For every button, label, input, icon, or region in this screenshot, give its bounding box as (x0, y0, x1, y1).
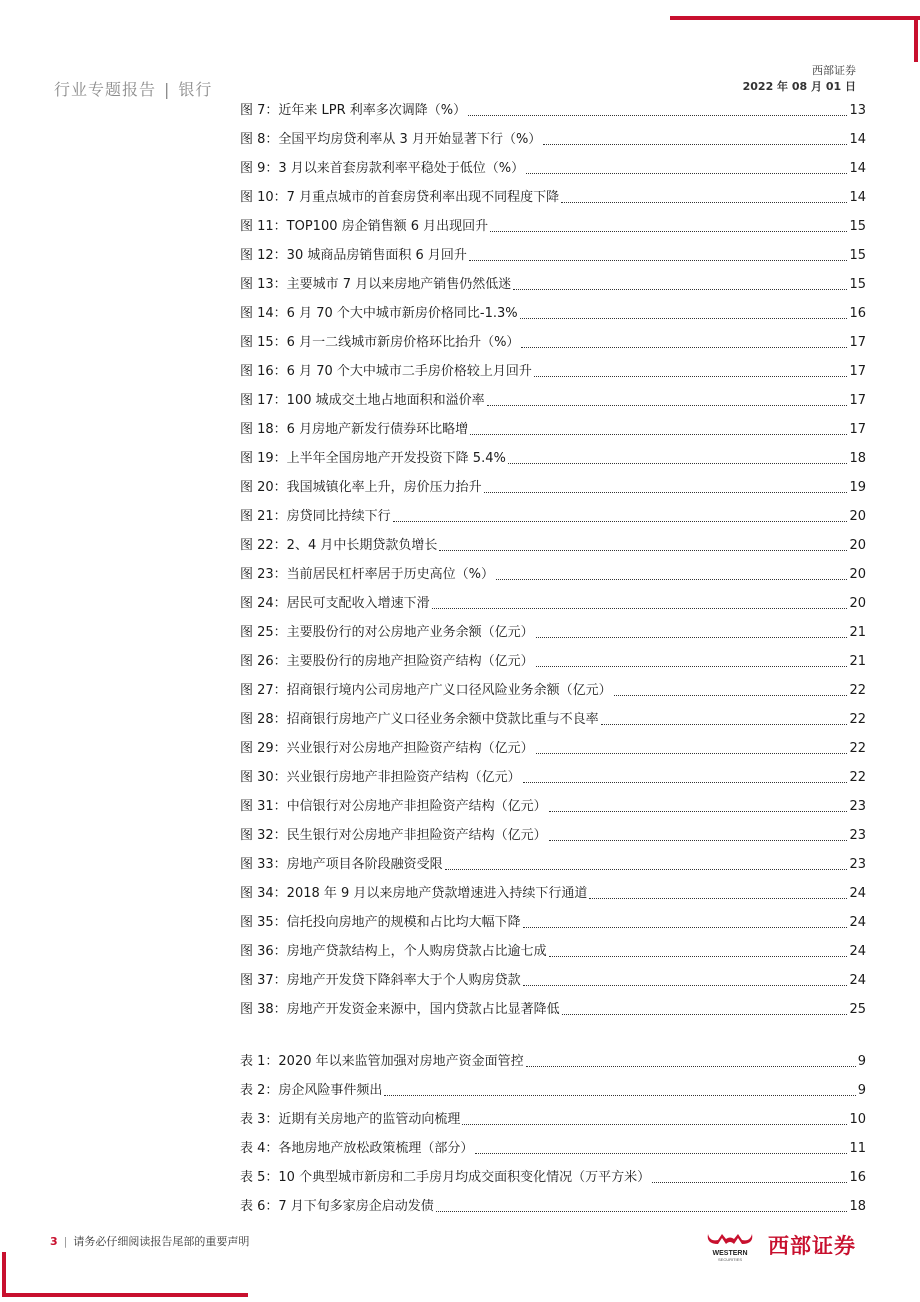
figure-toc-entry[interactable] (240, 304, 866, 324)
table-toc-entry[interactable] (240, 1168, 866, 1188)
toc-leader-dots (536, 752, 848, 754)
toc-entry-label: 图 12：30 城商品房销售面积 6 月回升 (240, 248, 467, 263)
toc-entry-label: 图 20：我国城镇化率上升，房价压力抬升 (240, 480, 482, 495)
toc-entry-page: 20 (849, 538, 866, 553)
toc-entry-page: 17 (849, 422, 866, 437)
top-decor-bar-horizontal (670, 16, 920, 20)
figure-toc-entry[interactable] (240, 826, 866, 846)
toc-entry-label: 图 36：房地产贷款结构上，个人购房贷款占比逾七成 (240, 944, 547, 959)
toc-entry-label: 图 27：招商银行境内公司房地产广义口径风险业务余额（亿元） (240, 683, 612, 698)
figure-toc-entry[interactable] (240, 217, 866, 237)
toc-entry-page: 17 (849, 335, 866, 350)
toc-leader-dots (549, 839, 848, 841)
logo-english: WESTERN (712, 1250, 748, 1257)
figure-toc-entry[interactable] (240, 797, 866, 817)
logo-english-sub: SECURITIES (717, 1257, 743, 1262)
toc-entry-page: 20 (849, 567, 866, 582)
toc-leader-dots (601, 723, 848, 725)
toc-entry-label: 图 7：近年来 LPR 利率多次调降（%） (240, 103, 467, 118)
toc-entry-label: 图 11：TOP100 房企销售额 6 月出现回升 (240, 219, 489, 234)
toc-leader-dots (589, 897, 847, 899)
toc-leader-dots (536, 665, 848, 667)
figure-toc-entry[interactable] (240, 130, 866, 150)
toc-entry-label: 图 31：中信银行对公房地产非担险资产结构（亿元） (240, 799, 547, 814)
figure-toc-entry[interactable] (240, 449, 866, 469)
toc-leader-dots (439, 549, 847, 551)
toc-entry-page: 14 (849, 132, 866, 147)
toc-entry-label: 表 6：7 月下旬多家房企启动发债 (240, 1199, 434, 1214)
toc-entry-page: 9 (857, 1083, 866, 1098)
table-toc-entry[interactable] (240, 1052, 866, 1072)
figure-toc-entry[interactable] (240, 942, 866, 962)
toc-leader-dots (614, 694, 848, 696)
footer (50, 1233, 249, 1249)
toc-leader-dots (526, 1065, 856, 1067)
table-toc-entry[interactable] (240, 1081, 866, 1101)
footer-separator: | (63, 1235, 68, 1248)
figure-toc-entry[interactable] (240, 681, 866, 701)
table-toc-entry[interactable] (240, 1139, 866, 1159)
figure-toc-entry[interactable] (240, 594, 866, 614)
toc-entry-page: 15 (849, 248, 866, 263)
toc-leader-dots (484, 491, 848, 493)
toc-leader-dots (487, 404, 848, 406)
figure-toc-entry[interactable] (240, 884, 866, 904)
toc-entry-page: 16 (849, 306, 866, 321)
toc-leader-dots (513, 288, 847, 290)
toc-entry-label: 图 22：2、4 月中长期贷款负增长 (240, 538, 438, 553)
toc-entry-page: 9 (857, 1054, 866, 1069)
toc-leader-dots (445, 868, 848, 870)
toc-leader-dots (468, 114, 847, 116)
toc-leader-dots (526, 172, 847, 174)
toc-entry-page: 24 (849, 973, 866, 988)
toc-entry-page: 24 (849, 915, 866, 930)
toc-entry-page: 11 (849, 1141, 866, 1156)
toc-entry-label: 图 37：房地产开发贷下降斜率大于个人购房贷款 (240, 973, 521, 988)
figure-toc-entry[interactable] (240, 913, 866, 933)
toc-leader-dots (534, 375, 848, 377)
toc-entry-page: 25 (849, 1002, 866, 1017)
figure-toc-entry[interactable] (240, 333, 866, 353)
report-sector: 银行 (178, 80, 213, 99)
toc-leader-dots (523, 781, 848, 783)
toc-entry-page: 14 (849, 161, 866, 176)
toc-entry-page: 18 (849, 1199, 866, 1214)
toc-entry-label: 图 23：当前居民杠杆率居于历史高位（%） (240, 567, 495, 582)
table-toc-entry[interactable] (240, 1197, 866, 1217)
toc-leader-dots (508, 462, 848, 464)
header-company: 西部证券 (812, 64, 856, 77)
figure-toc-entry[interactable] (240, 507, 866, 527)
toc-entry-page: 13 (849, 103, 866, 118)
figure-toc-entry[interactable] (240, 101, 866, 121)
company-logo (700, 1228, 868, 1262)
toc-leader-dots (549, 955, 848, 957)
toc-leader-dots (469, 259, 848, 261)
toc-entry-page: 19 (849, 480, 866, 495)
toc-entry-label: 图 13：主要城市 7 月以来房地产销售仍然低迷 (240, 277, 512, 292)
toc-entry-label: 图 21：房贷同比持续下行 (240, 509, 391, 524)
report-header (54, 77, 212, 100)
header-date: 2022 年 08 月 01 日 (742, 80, 856, 93)
toc-leader-dots (432, 607, 848, 609)
toc-leader-dots (521, 346, 847, 348)
toc-leader-dots (384, 1094, 855, 1096)
toc-entry-label: 图 25：主要股份行的对公房地产业务余额（亿元） (240, 625, 534, 640)
toc-entry-page: 20 (849, 509, 866, 524)
figure-toc-entry[interactable] (240, 855, 866, 875)
toc-entry-label: 图 26：主要股份行的房地产担险资产结构（亿元） (240, 654, 534, 669)
toc-leader-dots (536, 636, 848, 638)
toc-leader-dots (652, 1181, 847, 1183)
toc-entry-label: 图 15：6 月一二线城市新房价格环比抬升（%） (240, 335, 520, 350)
toc-entry-label: 图 38：房地产开发资金来源中，国内贷款占比显著降低 (240, 1002, 560, 1017)
toc-entry-page: 20 (849, 596, 866, 611)
figure-toc-entry[interactable] (240, 971, 866, 991)
toc-entry-label: 图 19：上半年全国房地产开发投资下降 5.4% (240, 451, 506, 466)
figure-toc-entry[interactable] (240, 188, 866, 208)
figure-toc-entry[interactable] (240, 362, 866, 382)
bottom-decor-bar-vertical (2, 1252, 6, 1296)
figure-toc-entry[interactable] (240, 1000, 866, 1020)
toc-entry-page: 21 (849, 625, 866, 640)
toc-leader-dots (561, 201, 847, 203)
toc-entry-page: 17 (849, 393, 866, 408)
toc-entry-label: 图 10：7 月重点城市的首套房贷利率出现不同程度下降 (240, 190, 560, 205)
toc-entry-label: 图 29：兴业银行对公房地产担险资产结构（亿元） (240, 741, 534, 756)
toc-entry-label: 图 9：3 月以来首套房款利率平稳处于低位（%） (240, 161, 525, 176)
toc-leader-dots (549, 810, 848, 812)
disclaimer-notice: 请务必仔细阅读报告尾部的重要声明 (73, 1235, 250, 1248)
toc-entry-page: 22 (849, 683, 866, 698)
bull-horns-icon (700, 1228, 760, 1262)
toc-entry-page: 18 (849, 451, 866, 466)
header-separator: | (164, 80, 171, 99)
toc-entry-page: 23 (849, 828, 866, 843)
toc-entry-page: 23 (849, 857, 866, 872)
toc-leader-dots (496, 578, 847, 580)
figure-toc-entry[interactable] (240, 536, 866, 556)
figure-toc-entry[interactable] (240, 275, 866, 295)
toc-entry-label: 表 1：2020 年以来监管加强对房地产资金面管控 (240, 1054, 524, 1069)
figure-toc-entry[interactable] (240, 768, 866, 788)
toc-entry-label: 图 24：居民可支配收入增速下滑 (240, 596, 430, 611)
toc-entry-label: 图 30：兴业银行房地产非担险资产结构（亿元） (240, 770, 521, 785)
toc-leader-dots (523, 926, 848, 928)
toc-leader-dots (520, 317, 848, 319)
figure-toc-entry[interactable] (240, 391, 866, 411)
toc-entry-label: 图 16：6 月 70 个大中城市二手房价格较上月回升 (240, 364, 532, 379)
report-type: 行业专题报告 (54, 80, 157, 99)
toc-leader-dots (475, 1152, 847, 1154)
toc-entry-label: 图 34：2018 年 9 月以来房地产贷款增速进入持续下行通道 (240, 886, 588, 901)
toc-entry-page: 22 (849, 770, 866, 785)
toc-entry-label: 图 17：100 城成交土地占地面积和溢价率 (240, 393, 485, 408)
toc-entry-page: 10 (849, 1112, 866, 1127)
figure-toc-entry[interactable] (240, 652, 866, 672)
figure-toc-entry[interactable] (240, 246, 866, 266)
toc-entry-page: 14 (849, 190, 866, 205)
toc-leader-dots (490, 230, 847, 232)
toc-entry-page: 17 (849, 364, 866, 379)
figure-toc-entry[interactable] (240, 159, 866, 179)
toc-entry-page: 23 (849, 799, 866, 814)
toc-entry-label: 表 3：近期有关房地产的监管动向梳理 (240, 1112, 461, 1127)
toc-leader-dots (470, 433, 847, 435)
top-decor-bar-vertical (914, 16, 918, 62)
toc-entry-page: 24 (849, 944, 866, 959)
toc-entry-label: 图 33：房地产项目各阶段融资受限 (240, 857, 443, 872)
toc-leader-dots (436, 1210, 848, 1212)
toc-entry-label: 图 18：6 月房地产新发行债券环比略增 (240, 422, 469, 437)
toc-entry-page: 22 (849, 712, 866, 727)
page-number: 3 (50, 1235, 58, 1248)
figure-toc-entry[interactable] (240, 478, 866, 498)
figure-toc-entry[interactable] (240, 710, 866, 730)
toc-entry-label: 表 5：10 个典型城市新房和二手房月均成交面积变化情况（万平方米） (240, 1170, 651, 1185)
toc-entry-label: 表 2：房企风险事件频出 (240, 1083, 383, 1098)
toc-entry-page: 24 (849, 886, 866, 901)
toc-leader-dots (543, 143, 847, 145)
figure-toc-entry[interactable] (240, 420, 866, 440)
toc-entry-label: 图 35：信托投向房地产的规模和占比均大幅下降 (240, 915, 521, 930)
logo-brand: 西部证券 (768, 1234, 856, 1258)
figure-toc-entry[interactable] (240, 565, 866, 585)
toc-leader-dots (562, 1013, 848, 1015)
toc-entry-page: 15 (849, 277, 866, 292)
toc-entry-label: 表 4：各地房地产放松政策梳理（部分） (240, 1141, 474, 1156)
toc-entry-label: 图 28：招商银行房地产广义口径业务余额中贷款比重与不良率 (240, 712, 599, 727)
figure-toc-entry[interactable] (240, 739, 866, 759)
toc-entry-page: 21 (849, 654, 866, 669)
toc-entry-label: 图 32：民生银行对公房地产非担险资产结构（亿元） (240, 828, 547, 843)
figure-toc-entry[interactable] (240, 623, 866, 643)
toc-entry-page: 15 (849, 219, 866, 234)
toc-entry-page: 16 (849, 1170, 866, 1185)
bottom-decor-bar-horizontal (2, 1293, 248, 1297)
toc-entry-label: 图 8：全国平均房贷利率从 3 月开始显著下行（%） (240, 132, 542, 147)
toc-leader-dots (523, 984, 848, 986)
toc-entry-label: 图 14：6 月 70 个大中城市新房价格同比-1.3% (240, 306, 518, 321)
toc-leader-dots (462, 1123, 847, 1125)
table-toc-entry[interactable] (240, 1110, 866, 1130)
toc-entry-page: 22 (849, 741, 866, 756)
toc-leader-dots (393, 520, 848, 522)
